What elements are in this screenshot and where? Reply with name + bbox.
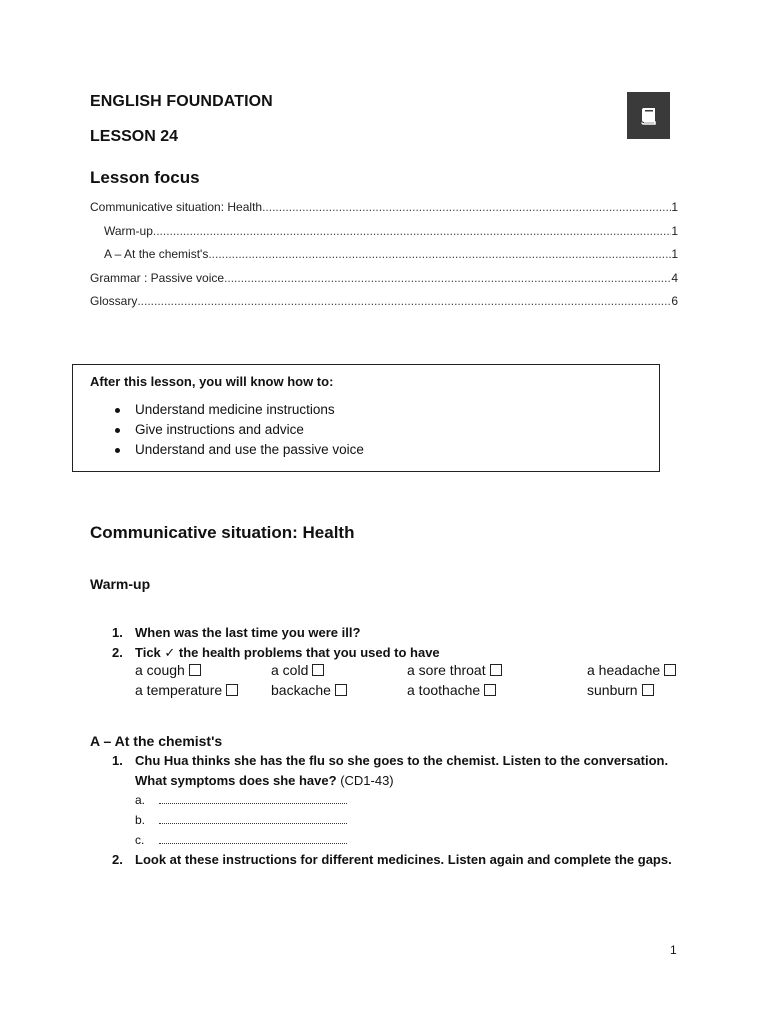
lesson-focus-heading: Lesson focus xyxy=(90,168,200,187)
question-text: Chu Hua thinks she has the flu so she goes to the chemist. Listen to the conversation. xyxy=(135,753,669,768)
answer-letter: a. xyxy=(135,793,146,807)
lesson-number: LESSON 24 xyxy=(90,128,179,145)
health-problems-grid xyxy=(135,662,695,702)
toc-dot-leader xyxy=(208,247,671,261)
tick-checkbox[interactable] xyxy=(312,664,324,676)
answer-line[interactable] xyxy=(135,813,347,833)
table-of-contents xyxy=(90,200,678,318)
health-problem-label: a sore throat xyxy=(407,662,486,678)
question-number: 2. xyxy=(112,645,123,660)
document-title: ENGLISH FOUNDATION xyxy=(90,93,273,110)
toc-entry-label: Glossary xyxy=(90,294,138,308)
section-heading: Communicative situation: Health xyxy=(90,523,355,542)
tick-checkbox[interactable] xyxy=(664,664,676,676)
audio-reference: (CD1-43) xyxy=(340,773,394,788)
health-problem-label: a toothache xyxy=(407,682,481,698)
toc-entry-page: 6 xyxy=(671,294,678,308)
objectives-list xyxy=(90,400,364,460)
toc-entry-page: 1 xyxy=(671,247,678,261)
question-text: What symptoms does she have? xyxy=(135,773,337,788)
warmup-heading: Warm-up xyxy=(90,576,151,592)
toc-entry-label: Grammar : Passive voice xyxy=(90,270,225,285)
chemist-heading: A – At the chemist's xyxy=(90,733,223,749)
health-problem-option[interactable] xyxy=(587,682,654,698)
question-text-line2 xyxy=(135,773,394,788)
answer-blank[interactable] xyxy=(159,833,347,844)
toc-entry[interactable] xyxy=(90,200,678,224)
toc-dot-leader xyxy=(153,224,671,238)
toc-dot-leader xyxy=(224,271,671,285)
health-problem-option[interactable] xyxy=(587,662,676,678)
health-problems-row xyxy=(135,682,695,702)
tick-checkbox[interactable] xyxy=(226,684,238,696)
health-problem-label: a cold xyxy=(271,662,309,678)
tick-checkbox[interactable] xyxy=(189,664,201,676)
book-icon-glyph xyxy=(638,105,660,127)
answer-lines xyxy=(135,793,347,853)
objectives-box xyxy=(72,364,660,472)
toc-entry-label: Warm-up xyxy=(104,223,153,238)
objectives-heading: After this lesson, you will know how to: xyxy=(90,374,334,389)
toc-entry-label: A – At the chemist's xyxy=(104,247,209,261)
health-problems-row xyxy=(135,662,695,682)
question-text: Look at these instructions for different medicines. Listen again and complete the gaps. xyxy=(135,852,672,867)
objective-item: Understand and use the passive voice xyxy=(90,440,364,460)
tick-checkbox[interactable] xyxy=(490,664,502,676)
toc-dot-leader xyxy=(137,294,671,308)
toc-dot-leader xyxy=(262,200,671,214)
question-text: Tick ✓ the health problems that you used to have xyxy=(135,645,440,660)
health-problem-option[interactable] xyxy=(135,662,201,678)
health-problem-option[interactable] xyxy=(407,682,496,698)
objective-item: Give instructions and advice xyxy=(90,420,364,440)
toc-entry-page: 4 xyxy=(671,270,678,285)
toc-entry-page: 1 xyxy=(671,223,678,238)
tick-checkbox[interactable] xyxy=(335,684,347,696)
book-icon xyxy=(627,92,670,139)
health-problem-label: a cough xyxy=(135,662,185,678)
tick-checkbox[interactable] xyxy=(642,684,654,696)
toc-entry[interactable] xyxy=(90,294,678,318)
objective-item: Understand medicine instructions xyxy=(90,400,364,420)
toc-entry[interactable] xyxy=(90,271,678,295)
health-problem-label: a temperature xyxy=(135,682,223,698)
toc-entry-label: Communicative situation: Health xyxy=(90,200,263,214)
health-problem-label: a headache xyxy=(587,662,661,678)
question-number: 1. xyxy=(112,625,123,640)
health-problem-label: backache xyxy=(271,682,331,698)
health-problem-label: sunburn xyxy=(587,682,638,698)
answer-line[interactable] xyxy=(135,793,347,813)
tick-checkbox[interactable] xyxy=(484,684,496,696)
toc-entry-page: 1 xyxy=(671,200,678,214)
question-number: 1. xyxy=(112,753,123,768)
toc-entry[interactable] xyxy=(90,247,678,271)
health-problem-option[interactable] xyxy=(407,662,502,678)
answer-letter: b. xyxy=(135,813,146,827)
answer-line[interactable] xyxy=(135,833,347,853)
toc-entry[interactable] xyxy=(90,224,678,248)
health-problem-option[interactable] xyxy=(271,662,324,678)
question-text: When was the last time you were ill? xyxy=(135,625,361,640)
health-problem-option[interactable] xyxy=(271,682,347,698)
question-number: 2. xyxy=(112,852,123,867)
answer-blank[interactable] xyxy=(159,793,347,804)
health-problem-option[interactable] xyxy=(135,682,238,698)
answer-blank[interactable] xyxy=(159,813,347,824)
page-number: 1 xyxy=(670,943,677,957)
answer-letter: c. xyxy=(135,833,145,847)
